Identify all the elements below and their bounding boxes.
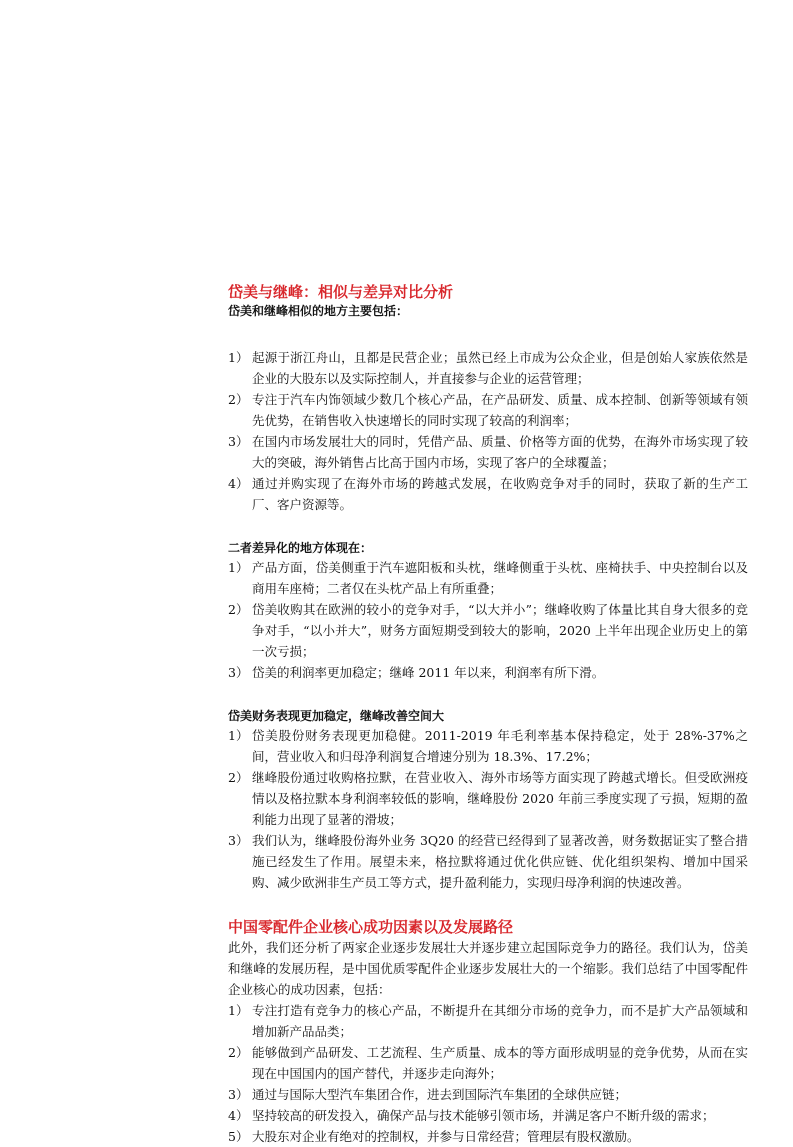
section-subtitle-similarities: 岱美和继峰相似的地方主要包括：: [228, 304, 409, 318]
list-item: 1） 专注打造有竞争力的核心产品，不断提升在其细分市场的竞争力，而不是扩大产品领域和增加新产品品类；: [228, 1003, 748, 1039]
financials-list: [228, 725, 748, 893]
list-item: 4） 通过并购实现了在海外市场的跨越式发展，在收购竞争对手的同时，获取了新的生产工厂、客户资源等。: [228, 476, 748, 512]
differences-list: [228, 557, 748, 683]
list-item: 3） 我们认为，继峰股份海外业务 3Q20 的经营已经得到了显著改善，财务数据证实了整合措施已经发生了作用。展望未来，格拉默将通过优化供应链、优化组织架构、增加中国采购、减少欧洲非生产员工等方式，提升盈利能力，实现归母净利润的快速改善。: [228, 833, 748, 890]
success-factors-intro: 此外，我们还分析了两家企业逐步发展壮大并逐步建立起国际竞争力的路径。我们认为，岱美和继峰的发展历程，是中国优质零配件企业逐步发展壮大的一个缩影。我们总结了中国零配件企业核心的成功因素，包括：: [228, 940, 748, 997]
list-item: 2） 专注于汽车内饰领域少数几个核心产品，在产品研发、质量、成本控制、创新等领域有领先优势，在销售收入快速增长的同时实现了较高的利润率；: [228, 392, 748, 428]
section-title-success-factors: 中国零配件企业核心成功因素以及发展路径: [228, 918, 514, 936]
success-factors-list: [228, 1000, 748, 1147]
list-item: 1） 岱美股份财务表现更加稳健。2011-2019 年毛利率基本保持稳定，处于 28%-37%之间，营业收入和归母净利润复合增速分别为 18.3%、17.2%；: [228, 728, 748, 764]
list-item: 3） 岱美的利润率更加稳定；继峰 2011 年以来，利润率有所下滑。: [228, 665, 605, 680]
similarities-list: [228, 347, 748, 515]
list-item: 2） 继峰股份通过收购格拉默，在营业收入、海外市场等方面实现了跨越式增长。但受欧洲疫情以及格拉默本身利润率较低的影响，继峰股份 2020 年前三季度实现了亏损，短期的盈利能力出现了显著的滑坡；: [228, 770, 748, 827]
list-item: 2） 能够做到产品研发、工艺流程、生产质量、成本的等方面形成明显的竞争优势，从而在实现在中国国内的国产替代，并逐步走向海外；: [228, 1045, 748, 1081]
list-item: 3） 在国内市场发展壮大的同时，凭借产品、质量、价格等方面的优势，在海外市场实现了较大的突破，海外销售占比高于国内市场，实现了客户的全球覆盖；: [228, 434, 748, 470]
list-item: 5） 大股东对企业有绝对的控制权，并参与日常经营；管理层有股权激励。: [228, 1129, 640, 1144]
list-item: 2） 岱美收购其在欧洲的较小的竞争对手，“以大并小”；继峰收购了体量比其自身大很多的竞争对手，“以小并大”，财务方面短期受到较大的影响，2020 上半年出现企业历史上的第一次亏损；: [228, 602, 748, 659]
list-item: 1） 起源于浙江舟山，且都是民营企业；虽然已经上市成为公众企业，但是创始人家族依然是企业的大股东以及实际控制人，并直接参与企业的运营管理；: [228, 350, 748, 386]
section-subtitle-financials: 岱美财务表现更加稳定，继峰改善空间大: [228, 709, 445, 723]
document-body: [228, 282, 748, 1147]
section-subtitle-differences: 二者差异化的地方体现在：: [228, 541, 373, 555]
section-title-comparison: 岱美与继峰：相似与差异对比分析: [228, 283, 454, 301]
list-item: 3） 通过与国际大型汽车集团合作，进去到国际汽车集团的全球供应链；: [228, 1087, 628, 1102]
list-item: 1） 产品方面，岱美侧重于汽车遮阳板和头枕，继峰侧重于头枕、座椅扶手、中央控制台以及商用车座椅；二者仅在头枕产品上有所重叠；: [228, 560, 748, 596]
list-item: 4） 坚持较高的研发投入，确保产品与技术能够引领市场，并满足客户不断升级的需求；: [228, 1108, 715, 1123]
